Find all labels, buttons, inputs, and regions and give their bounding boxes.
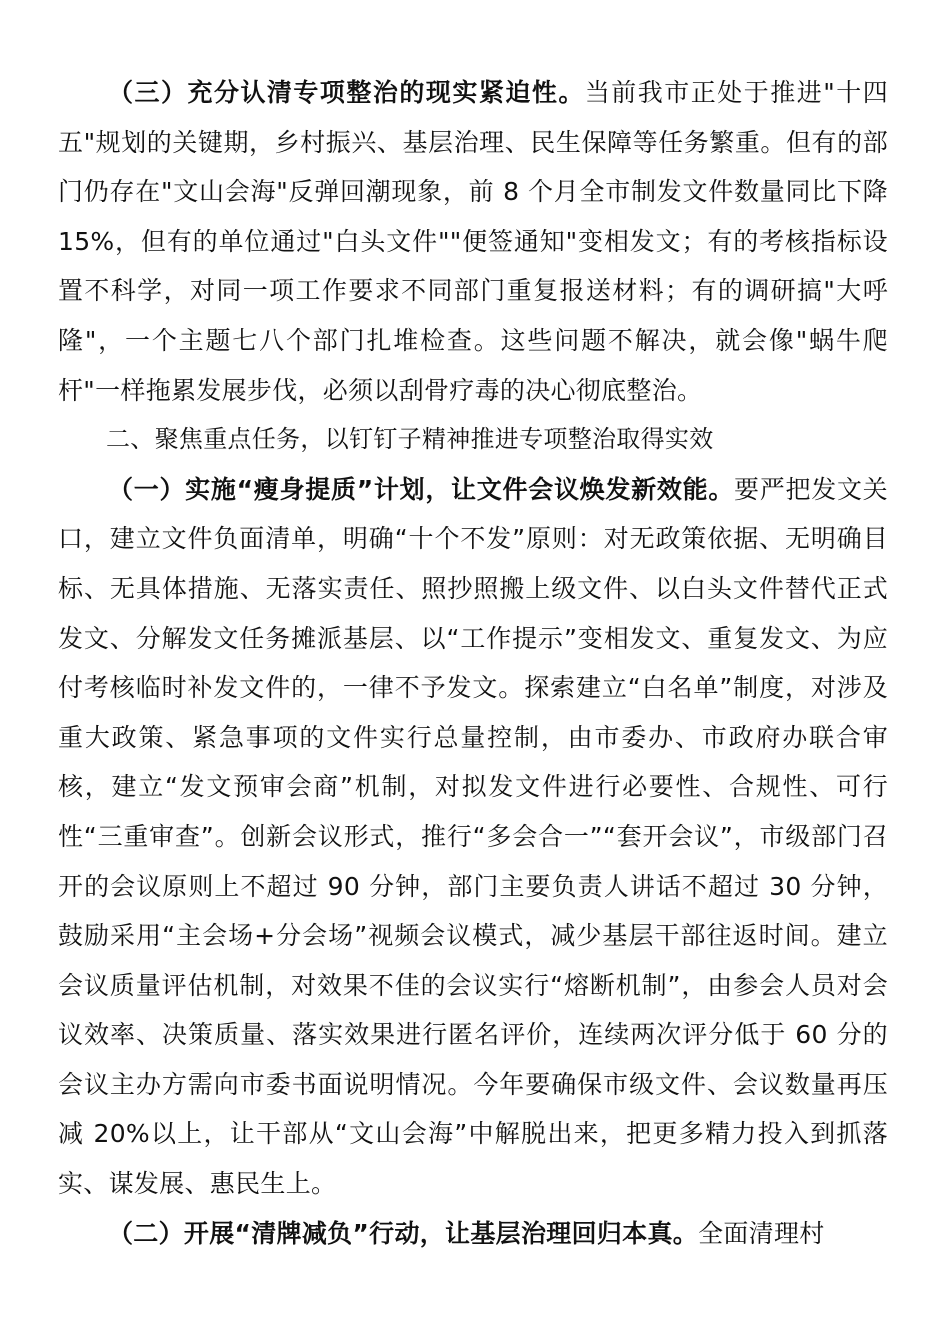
- paragraph-body: 要严把发文关口，建立文件负面清单，明确“十个不发”原则：对无政策依据、无明确目标、无具体措施、无落实责任、照抄照搬上级文件、以白头文件替代正式发文、分解发文任务摊派基层、以“工作提示”变相发文、重复发文、为应付考核临时补发文件的，一律不予发文。探索建立“白名单”制度，对涉及重大政策、紧急事项的文件实行总量控制，由市委办、市政府办联合审核，建立“发文预审会商”机制，对拟发文件进行必要性、合规性、可行性“三重审查”。创新会议形式，推行“多会合一”“套开会议”，市级部门召开的会议原则上不超过 90 分钟，部门主要负责人讲话不超过 30 分钟，鼓励采用“主会场+分会场”视频会议模式，减少基层干部往返时间。建立会议质量评估机制，对效果不佳的会议实行“熔断机制”，由参会人员对会议效率、决策质量、落实效果进行匿名评价，连续两次评分低于 60 分的会议主办方需向市委书面说明情况。今年要确保市级文件、会议数量再压减 20%以上，让干部从“文山会海”中解脱出来，把更多精力投入到抓落实、谋发展、惠民生上。: [58, 474, 888, 1199]
- paragraph-lead: （二）开展“清牌减负”行动，让基层治理回归本真。: [108, 1218, 699, 1248]
- paragraph-urgency: [58, 68, 888, 415]
- paragraph-body: 当前我市正处于推进"十四五"规划的关键期，乡村振兴、基层治理、民生保障等任务繁重。但有的部门仍存在"文山会海"反弹回潮现象，前 8 个月全市制发文件数量同比下降 15%，但有的单位通过"白头文件""便签通知"变相发文；有的考核指标设置不科学，对同一项工作要求不同部门重复报送材料；有的调研搞"大呼隆"，一个主题七八个部门扎堆检查。这些问题不解决，就会像"蜗牛爬杆"一样拖累发展步伐，必须以刮骨疗毒的决心彻底整治。: [58, 78, 888, 405]
- paragraph-slim-quality: [58, 465, 888, 1209]
- section-heading: 二、聚焦重点任务，以钉钉子精神推进专项整治取得实效: [106, 425, 714, 454]
- paragraph-body: 全面清理村: [698, 1218, 825, 1248]
- paragraph-clear-signs: [58, 1209, 888, 1259]
- paragraph-lead: （三）充分认清专项整治的现实紧迫性。: [108, 78, 585, 107]
- paragraph-lead: （一）实施“瘦身提质”计划，让文件会议焕发新效能。: [108, 474, 735, 504]
